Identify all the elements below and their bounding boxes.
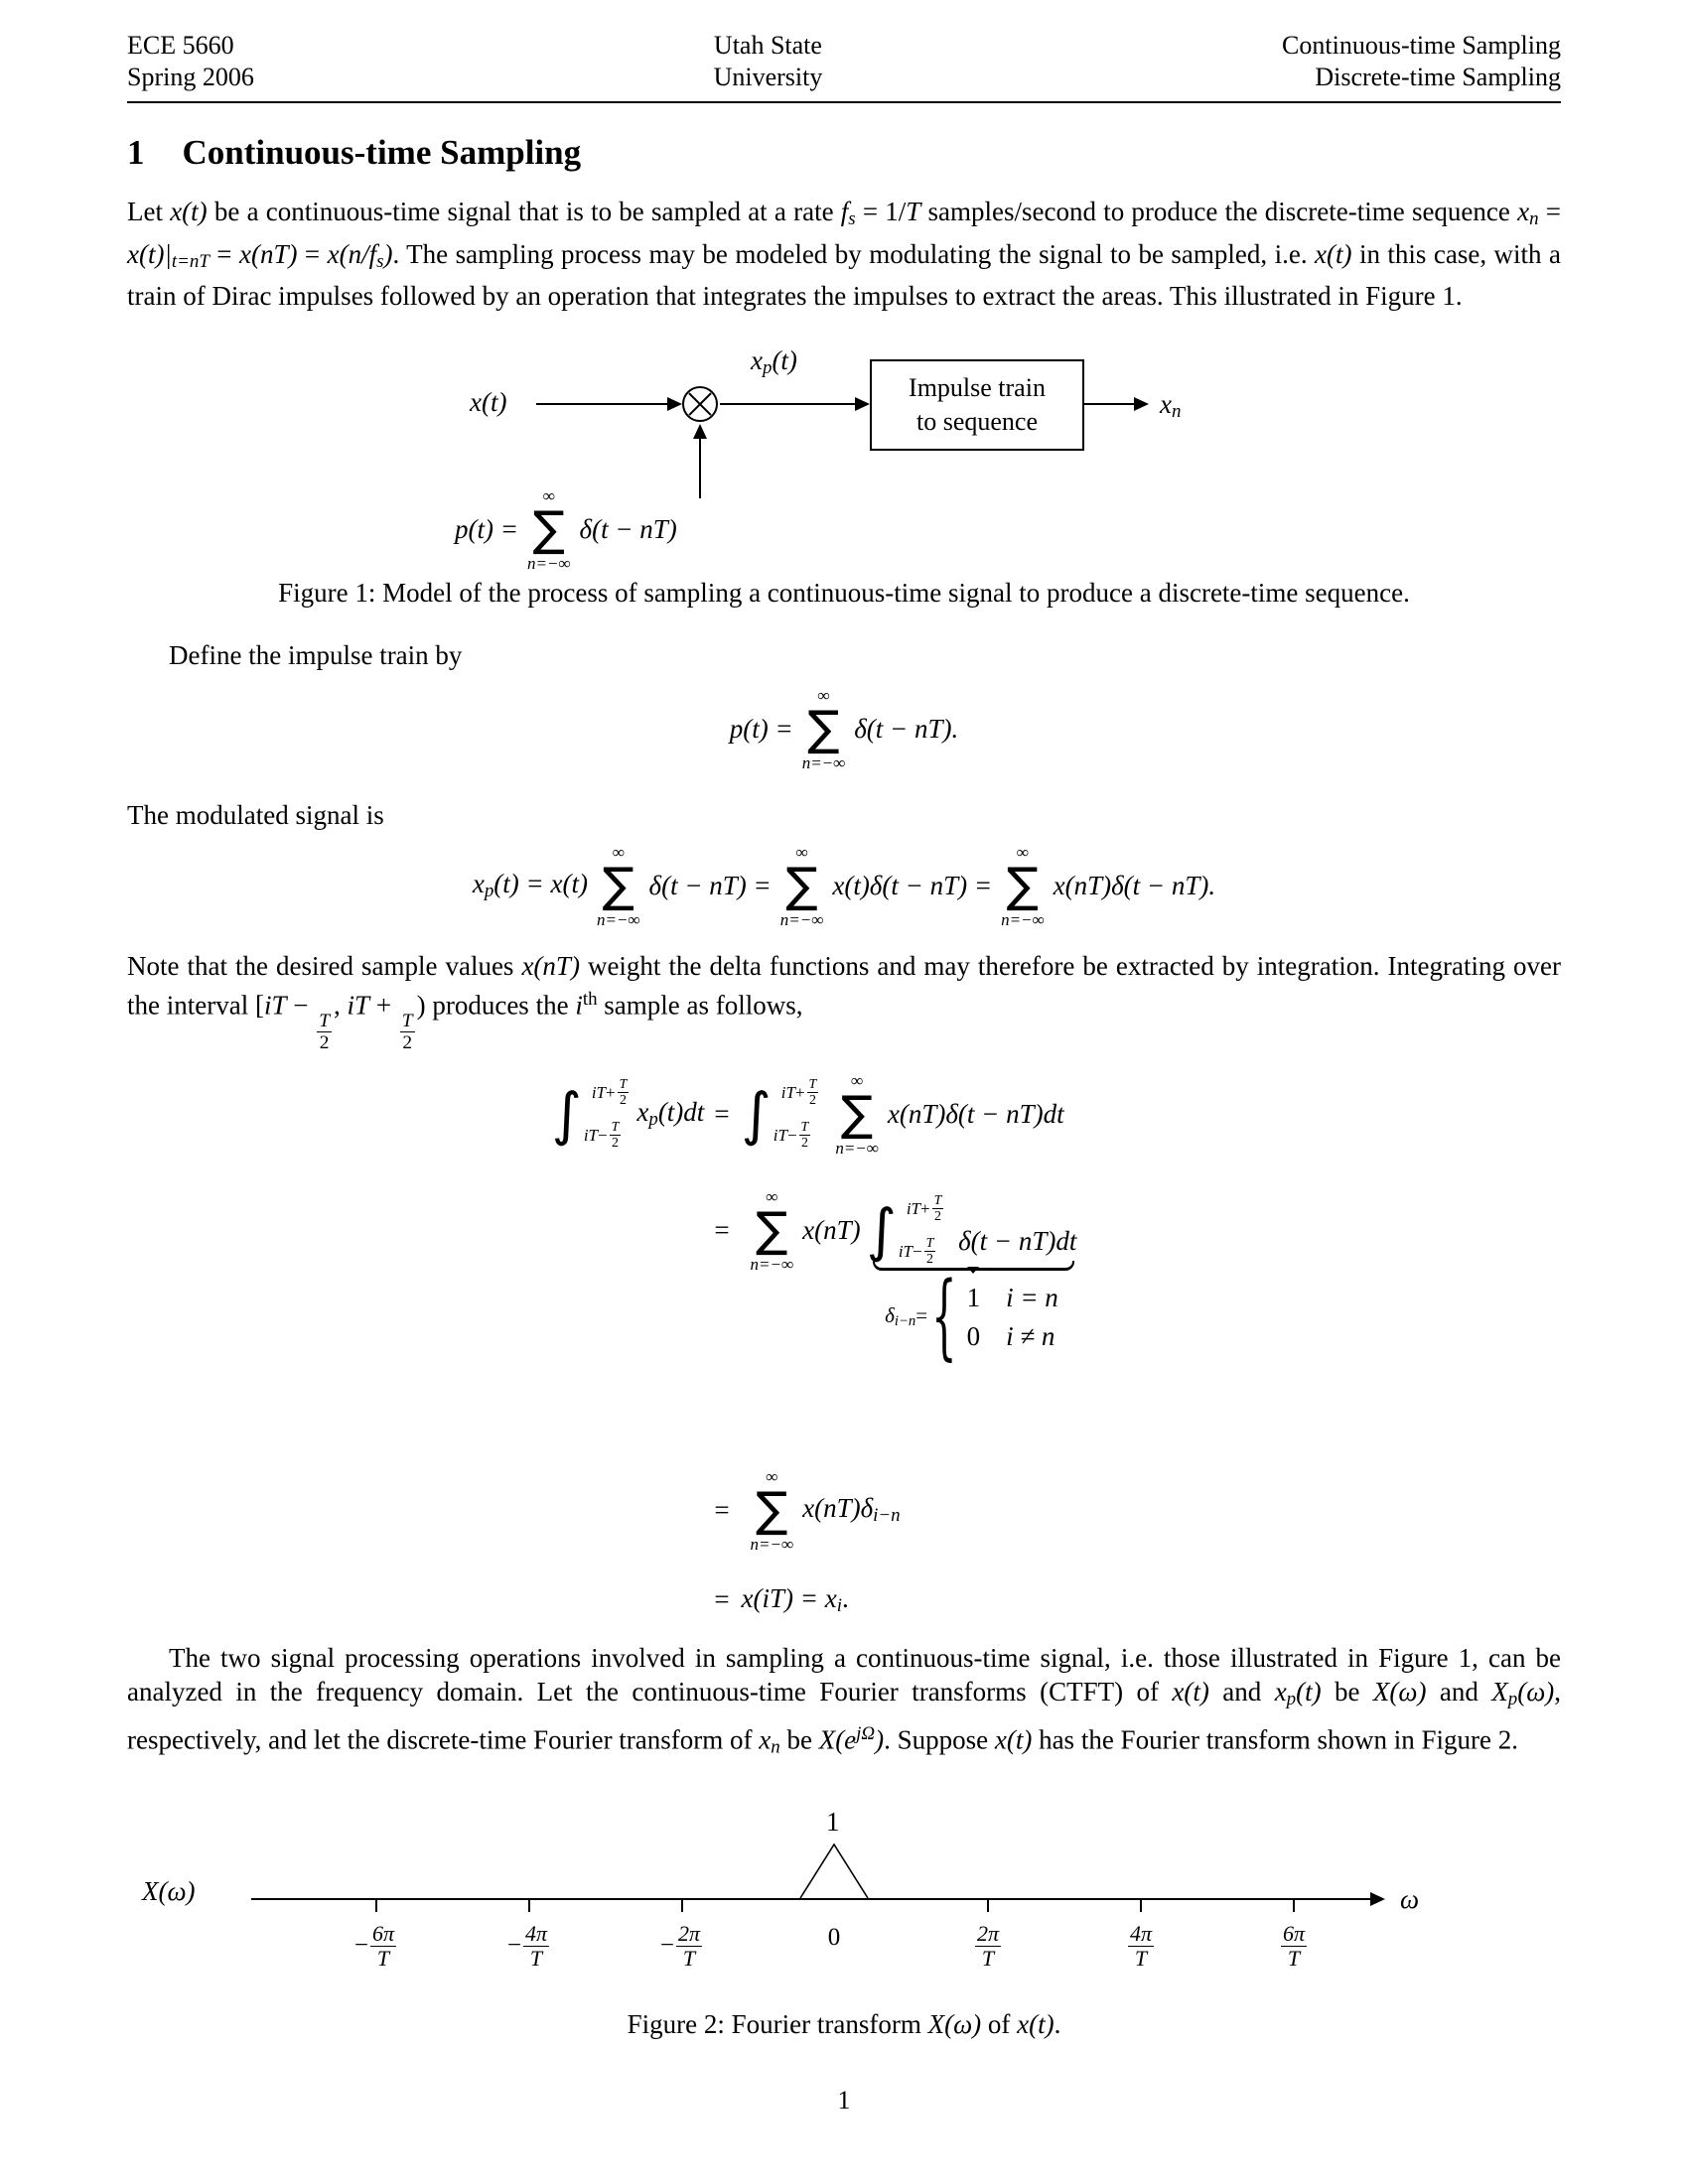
equation-modulated-signal [127,843,1561,929]
fig1-multiplier-node [682,386,718,422]
case-row [967,1283,1058,1313]
integral-lower-limit: iT − $\frac{T}{2}$ [773,1120,809,1152]
integral-lower-limit: iT − $\frac{T}{2}$ [898,1236,934,1268]
case1-condition: i = n [1006,1283,1058,1313]
tick-fraction: $\frac{6\pi}{T}$ [372,1920,395,1971]
section-title: Continuous-time Sampling [182,133,582,172]
sum-lower-limit: n=−∞ [1001,909,1045,929]
sum-upper-limit: ∞ [1016,842,1029,862]
fig1-arrowhead-3 [1134,397,1149,411]
fig1-arrow-line-2 [720,403,855,405]
sum-upper-limit: ∞ [542,485,555,505]
doc-title-line1: Continuous-time Sampling [1282,31,1561,60]
eqp-rhs: δ(t − nT). [854,714,959,745]
doc-title-line2: Discrete-time Sampling [1315,63,1561,91]
tick-mark [528,1898,530,1912]
derivation-lhs-expr: xp(t)dt [636,1097,705,1131]
integral-symbol [867,1193,946,1267]
integral-lower-limit: iT − $\frac{T}{2}$ [583,1120,620,1152]
sum-upper-limit: ∞ [612,842,625,862]
integral-limits [584,1077,632,1151]
case-row [967,1321,1058,1352]
left-brace-glyph: { [931,1264,957,1372]
eqxp-mid2: x(t)δ(t − nT) = [832,870,993,900]
spacer-cell [552,1187,705,1437]
fig2-ylabel: X(ω) [142,1875,196,1906]
fig1-arrow-line-3 [1082,403,1134,405]
page-number: 1 [837,2085,851,2115]
sigma-glyph: ∑ [532,500,565,557]
eqxp-mid1: δ(t − nT) = [648,870,772,900]
sigma-glyph: ∑ [785,857,818,913]
derivation-line1-tail: x(nT)δ(t − nT)dt [887,1098,1064,1129]
sum-upper-limit: ∞ [817,686,830,706]
summation-symbol [1001,843,1045,929]
derivation-line3-expr: x(nT)δi−n [802,1492,901,1527]
summation-symbol [802,686,846,772]
tick-sign: − [659,1932,675,1960]
summation-symbol [780,843,824,929]
page-header [127,30,1561,93]
underbrace-label [885,1264,1058,1372]
eqp-lhs: p(t) = [729,714,793,745]
sigma-glyph: ∑ [807,701,840,757]
equation-impulse-train [127,686,1561,772]
integral-upper-limit: iT + $\frac{T}{2}$ [780,1077,817,1109]
tick-mark [987,1898,989,1912]
equals-sign: = [714,1494,730,1525]
fig1-box-line1: Impulse train [909,372,1046,402]
sum-lower-limit: n=−∞ [835,1138,879,1158]
integral-glyph: ∫ [551,1080,582,1149]
summation-symbol [835,1071,879,1158]
summation-symbol [527,486,571,573]
tick-label [1126,1922,1156,1971]
tick-sign: − [353,1932,369,1960]
sum-upper-limit: ∞ [766,1186,778,1206]
case2-value: 0 [966,1321,981,1352]
summation-symbol [751,1187,794,1274]
course-code: ECE 5660 [127,31,234,60]
integral-glyph: ∫ [741,1080,772,1149]
fig1-impulse-train-box [870,359,1084,451]
section-heading [127,133,1561,173]
eqxp-pre: xp(t) = x(t) [472,869,588,902]
fig1-input-label: x(t) [470,386,507,417]
tick-label [1279,1922,1309,1971]
fig1-arrowhead-1 [667,397,682,411]
figure2-caption: Figure 2: Fourier transform X(ω) of x(t). [627,2008,1061,2039]
summation-symbol [751,1467,794,1554]
sum-lower-limit: n=−∞ [750,1534,794,1554]
sigma-glyph: ∑ [602,857,634,913]
sum-upper-limit: ∞ [795,842,808,862]
cases-rows [967,1283,1058,1352]
fig1-box-line2: to sequence [915,406,1038,436]
tick-label [507,1922,551,1971]
case2-condition: i ≠ n [1006,1321,1055,1352]
intro-paragraph: Let x(t) be a continuous-time signal that is to be sampled at a rate fs = 1/T samples/second to produce the discrete-time sequence xn = x(t)|t=nT = x(nT) = x(n/fs). The sampling process may be modeled by modulating the signal to be sampled, i.e. x(t) in this case, with a train of Dirac impulses followed by an operation that integrates the impulses to extract the areas. This illustrated in Figure 1. [127,197,1561,312]
fig1-output-label: xn [1160,388,1182,422]
institution-line1: Utah State [713,31,822,60]
derivation-line2-tail: δ(t − nT)dt [958,1226,1077,1257]
integral-glyph: ∫ [866,1196,897,1265]
note-paragraph: Note that the desired sample values x(nT) weight the delta functions and may therefore be extracted by integration. Integrating over the interval [iT − $\frac{T}{2}$ , iT + $\frac{T}{2}$ ) produces the $i^{th}$ sample as follows, [127,950,1561,1053]
fig2-xlabel: ω [1400,1883,1420,1914]
derivation-line4-expr: x(iT) = xi. [741,1582,849,1616]
fig1-vertical-line [699,437,701,498]
tick-label [354,1922,398,1971]
tick-sign: − [506,1932,522,1960]
integral-symbol [742,1077,821,1151]
tick-mark [375,1898,377,1912]
sum-upper-limit: ∞ [851,1070,864,1090]
sum-lower-limit: n=−∞ [801,753,846,773]
section-number: 1 [127,133,145,172]
integral-upper-limit: iT + $\frac{T}{2}$ [591,1077,628,1109]
tick-label [973,1922,1003,1971]
fig1-arrow-line-1 [536,403,667,405]
derivation-lhs [552,1071,705,1158]
tick-fraction: 4π T [1129,1920,1153,1971]
cases-block [931,1264,1058,1372]
sigma-glyph: ∑ [840,1085,874,1142]
sum-lower-limit: n=−∞ [526,553,571,573]
underbrace-glyph [873,1261,1075,1271]
tick-label [660,1922,704,1971]
figure1-diagram [127,328,1561,573]
header-center [714,30,823,93]
spacer-cell [552,1583,705,1617]
equals-sign: = [714,1098,730,1129]
header-left [127,30,254,93]
sum-lower-limit: n=−∞ [596,909,640,929]
integral-limits [774,1077,821,1151]
spectrum-triangle [799,1843,869,1900]
equals-sign: = [714,1214,730,1245]
fig1-arrowhead-2 [855,397,870,411]
tick-fraction: $\frac{4\pi}{T}$ [525,1920,548,1971]
fig1-signal-label: xp(t) [751,344,797,378]
header-rule [127,101,1561,103]
tick-fraction: $\frac{2\pi}{T}$ [678,1920,701,1971]
equals-sign: = [714,1584,730,1615]
eqxp-mid3: x(nT)δ(t − nT). [1053,870,1216,900]
sigma-glyph: ∑ [756,1481,788,1538]
integral-upper-limit: iT + $\frac{T}{2}$ [906,1193,942,1225]
spacer-cell [552,1467,705,1554]
sum-lower-limit: n=−∞ [779,909,824,929]
course-term: Spring 2006 [127,63,254,91]
figure2-plot [127,1806,1561,2007]
header-right [1282,30,1561,93]
derivation-line3-rhs [714,1467,1076,1554]
summation-symbol [597,843,640,929]
fig2-axis-arrowhead [1370,1892,1385,1906]
figure1-caption: Figure 1: Model of the process of sampling a continuous-time signal to produce a discrete-time sequence. [278,577,1410,608]
case1-value: 1 [966,1283,981,1313]
sum-upper-limit: ∞ [766,1466,778,1486]
tick-fraction: 6π T [1282,1920,1306,1971]
derivation-block [97,1071,1531,1617]
derivation-line2-rhs [714,1187,1076,1437]
tick-mark [1293,1898,1295,1912]
integral-limits [899,1193,946,1267]
tick-label-zero: 0 [827,1923,841,1951]
tick-fraction: 2π T [976,1920,1000,1971]
tick-mark [681,1898,683,1912]
define-line: Define the impulse train by [169,639,463,670]
fig1-eq-rhs: δ(t − nT) [579,513,677,544]
frequency-domain-paragraph: The two signal processing operations involved in sampling a continuous-time signal, i.e. those illustrated in Figure 1, can be analyzed in the frequency domain. Let the continuous-time Fourier transforms (CTFT) of x(t) and xp(t) be X(ω) and Xp(ω), respectively, and let the discrete-time Fourier transform of xn be $X(e^{j\Omega})$. Suppose x(t) has the Fourier transform shown in Figure 2. [127,1642,1562,1758]
derivation-line2-coef: x(nT) [802,1214,861,1245]
derivation-line1-rhs [714,1071,1076,1158]
fig1-impulse-train-equation [455,486,677,573]
tick-mark [1140,1898,1142,1912]
underbrace-group [866,1193,1077,1372]
sum-lower-limit: n=−∞ [750,1254,794,1274]
fig1-eq-lhs: p(t) = [455,513,518,544]
modulated-line: The modulated signal is [127,800,384,831]
derivation-line4-rhs [714,1583,1076,1617]
kronecker-delta-def: δi−n= [885,1303,928,1330]
sigma-glyph: ∑ [756,1201,788,1258]
integral-symbol [552,1077,632,1151]
fig2-peak-label: 1 [826,1806,840,1837]
underbrace-target [867,1193,1077,1267]
institution-line2: University [713,63,823,91]
sigma-glyph: ∑ [1006,857,1040,913]
